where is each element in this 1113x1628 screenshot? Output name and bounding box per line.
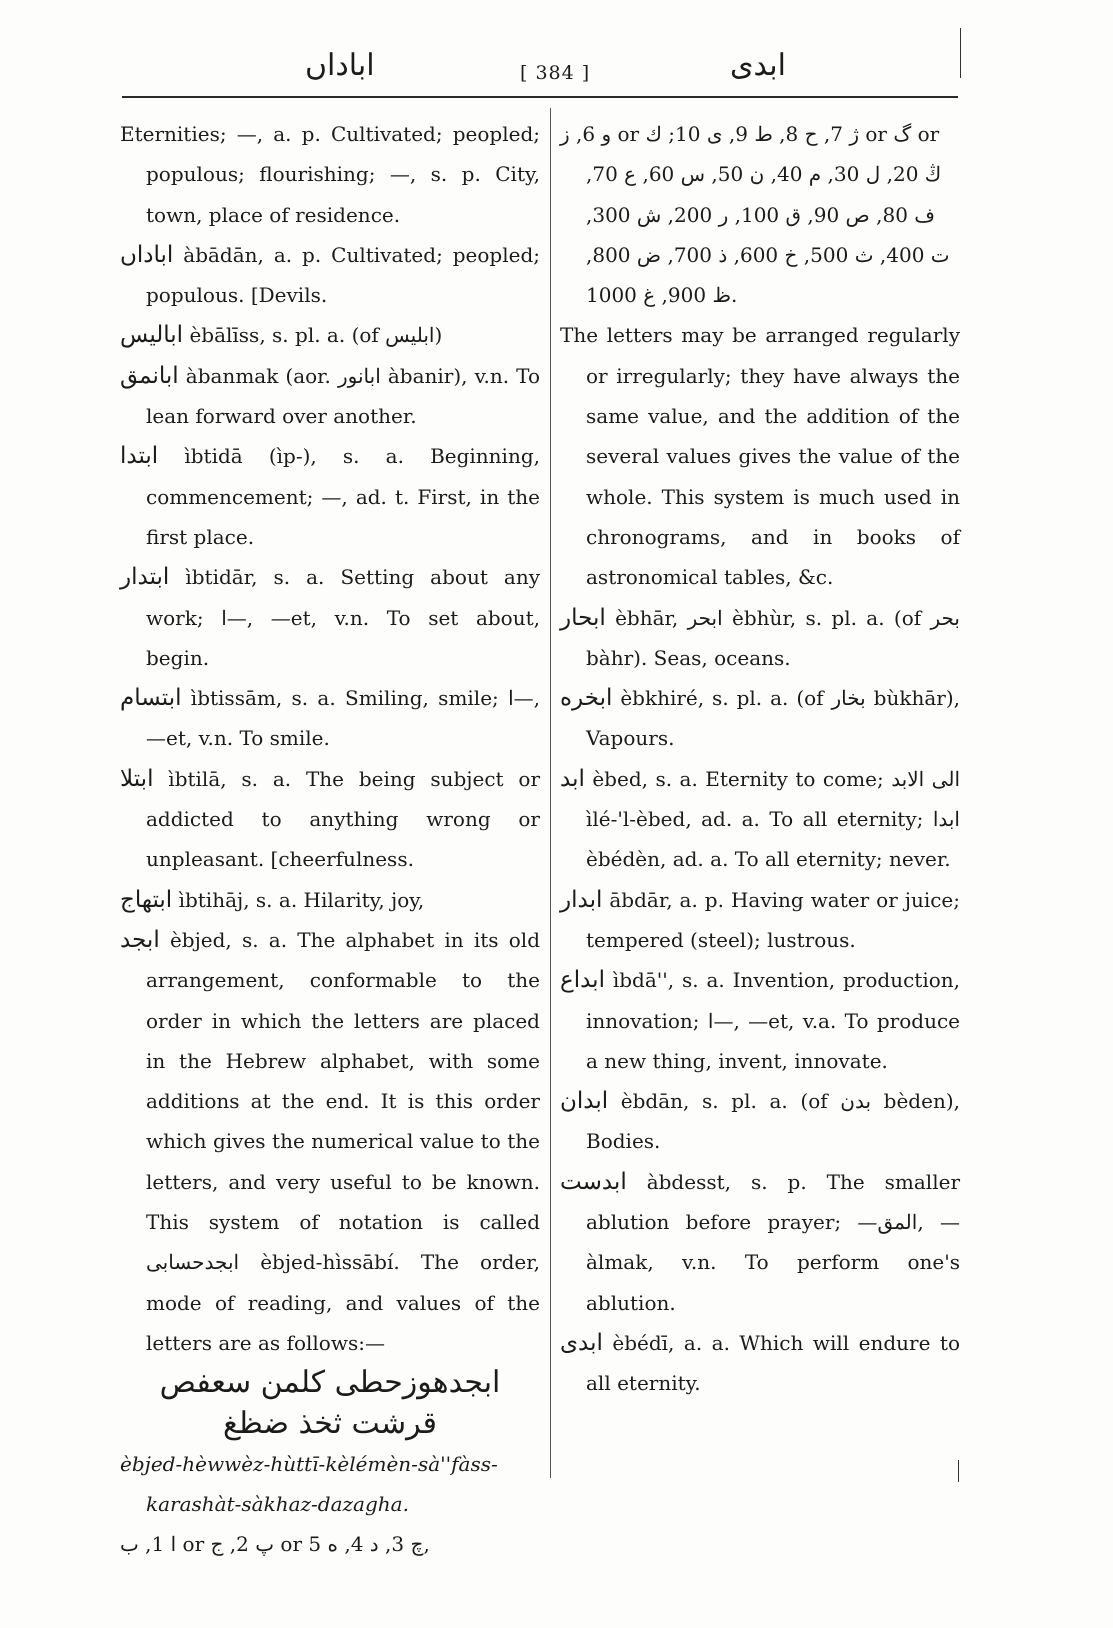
entry-text: èbhār, ابحر èbhùr, s. pl. a. (of بحر bàhr). Seas, oceans. <box>586 605 960 670</box>
arabic-headword: ابدان <box>560 1088 609 1115</box>
dictionary-entry <box>120 235 540 316</box>
entry-text: ìbtidā (ìp-), s. a. Beginning, commencement; —, ad. t. First, in the first place. <box>146 444 540 549</box>
arabic-headword: ابجد <box>120 926 160 953</box>
entry-text: èbālīss, s. pl. a. (of ابلیس) <box>189 323 443 348</box>
arabic-headword: ابتلا <box>120 765 154 792</box>
arabic-headword: ابداع <box>560 967 605 994</box>
arabic-headword: ابحار <box>560 604 606 631</box>
dictionary-entry <box>560 315 960 597</box>
arabic-headword: ابتسام <box>120 685 182 712</box>
entry-text: ìbtidār, s. a. Setting about any work; ا—, —et, v.n. To set about, begin. <box>146 565 541 670</box>
entry-text: ābdār, a. p. Having water or juice; tempered (steel); lustrous. <box>586 887 961 952</box>
dictionary-entry <box>560 1323 960 1404</box>
entry-text: و 6, ز or ژ 7, ح 8, ط 9, ی 10; ك or گ or ڭ 20, ل 30, م 40, ن 50, س 60, ع 70, ف 80, ص 90, ق 100, ر 200, ش 300, ت 400, ث 500, خ 600, ذ 700, ض 800, ظ 900, غ 1000. <box>560 122 950 308</box>
arabic-headword: ابانمق <box>120 362 179 389</box>
entry-text: ìbtilā, s. a. The being subject or addicted to anything wrong or unpleasant. [cheerfulness. <box>146 766 540 872</box>
dictionary-entry <box>120 436 540 557</box>
arabic-headword: ابالیس <box>120 322 184 349</box>
dictionary-entry <box>120 315 540 355</box>
numeric-values-line <box>120 1524 540 1564</box>
entry-text: ìbtissām, s. a. Smiling, smile; ا—, —et, v.n. To smile. <box>146 686 540 751</box>
entry-text: àbanmak (aor. ابانور àbanir), v.n. To lean forward over another. <box>146 363 541 429</box>
dictionary-entry <box>120 759 540 880</box>
abjad-transliteration <box>120 1444 540 1525</box>
arabic-headword: ابدار <box>560 886 603 913</box>
dictionary-entry <box>120 678 540 759</box>
entry-text: àbādān, a. p. Cultivated; peopled; populous. [Devils. <box>146 242 540 308</box>
entry-text: ìbdā'', s. a. Invention, production, innovation; ا—, —et, v.a. To produce a new thing, invent, innovate. <box>586 968 961 1073</box>
abjad-sequence <box>120 1363 540 1444</box>
dictionary-entry <box>560 759 960 880</box>
entry-text: àbdesst, s. p. The smaller ablution before prayer; —المق, —àlmak, v.n. To perform one's ablution. <box>586 1169 960 1315</box>
dictionary-entry <box>560 1081 960 1162</box>
dictionary-entry <box>560 598 960 679</box>
dictionary-entry <box>560 678 960 759</box>
arabic-headword: ابتدار <box>120 564 170 591</box>
dictionary-entry <box>560 960 960 1081</box>
entry-text: èbédī, a. a. Which will endure to all eternity. <box>586 1330 961 1396</box>
entry-text: The letters may be arranged regularly or irregularly; they have always the same value, and the addition of the several values gives the value of the whole. This system is much used in chronograms, and in books of astronomical tables, &c. <box>560 323 960 590</box>
entry-text: ìbtihāj, s. a. Hilarity, joy, <box>178 887 425 912</box>
entry-text: èbed, s. a. Eternity to come; الى الابد ìlé-'l-èbed, ad. a. To all eternity; ابدا èbédèn, ad. a. To all eternity; never. <box>586 766 960 872</box>
page-number: [ 384 ] <box>520 62 591 84</box>
dictionary-entry <box>120 114 540 235</box>
numeric-values-block <box>560 114 960 315</box>
page-edge-line-bottom <box>958 1460 959 1482</box>
arabic-headword: اباداں <box>120 241 174 268</box>
page-edge-line-top <box>960 28 961 78</box>
dictionary-entry <box>120 880 540 920</box>
right-column <box>560 114 960 1404</box>
header-rule <box>122 96 958 98</box>
arabic-headword: ابد <box>560 765 585 792</box>
entry-text: èbkhiré, s. pl. a. (of بخار bùkhār), Vapours. <box>586 686 960 751</box>
entry-text: èbjed, s. a. The alphabet in its old arrangement, conformable to the order in which the letters are placed in the Hebrew alphabet, with some additions at the end. It is this order which gives the numerical value to the letters, and very useful to be known. This system of notation is called ابجدحسابی èbjed-hìssābí. The order, mode of reading, and values of the letters are as follows:— <box>146 927 540 1355</box>
entry-text: èbjed-hèwwèz-hùttī-kèlémèn-sà''fàss-karashàt-sàkhaz-dazagha. <box>120 1451 498 1517</box>
entry-text: Eternities; —, a. p. Cultivated; peopled; populous; flourishing; —, s. p. City, town, place of residence. <box>120 122 540 227</box>
dictionary-entry <box>120 920 540 1363</box>
header-left-word: اباداں <box>305 48 375 83</box>
header-right-word: ابدی <box>730 48 786 83</box>
dictionary-entry <box>560 1162 960 1323</box>
column-divider <box>550 108 551 1478</box>
arabic-headword: ابدی <box>560 1329 603 1356</box>
arabic-headword: ابدست <box>560 1168 627 1195</box>
entry-text: èbdān, s. pl. a. (of بدن bèden), Bodies. <box>586 1089 960 1154</box>
left-column <box>120 114 540 1565</box>
arabic-headword: ابتدا <box>120 443 159 470</box>
arabic-headword: ابتهاج <box>120 886 173 913</box>
entry-text: ا 1, ب or پ 2, ج or چ 3, د 4, ه 5, <box>120 1532 430 1557</box>
abjad-arabic-line: ابجدهوزحطی کلمن سعفص قرشت ثخذ ضظغ <box>159 1365 501 1441</box>
dictionary-entry <box>120 356 540 437</box>
dictionary-entry <box>560 880 960 961</box>
dictionary-entry <box>120 557 540 678</box>
arabic-headword: ابخره <box>560 685 613 712</box>
